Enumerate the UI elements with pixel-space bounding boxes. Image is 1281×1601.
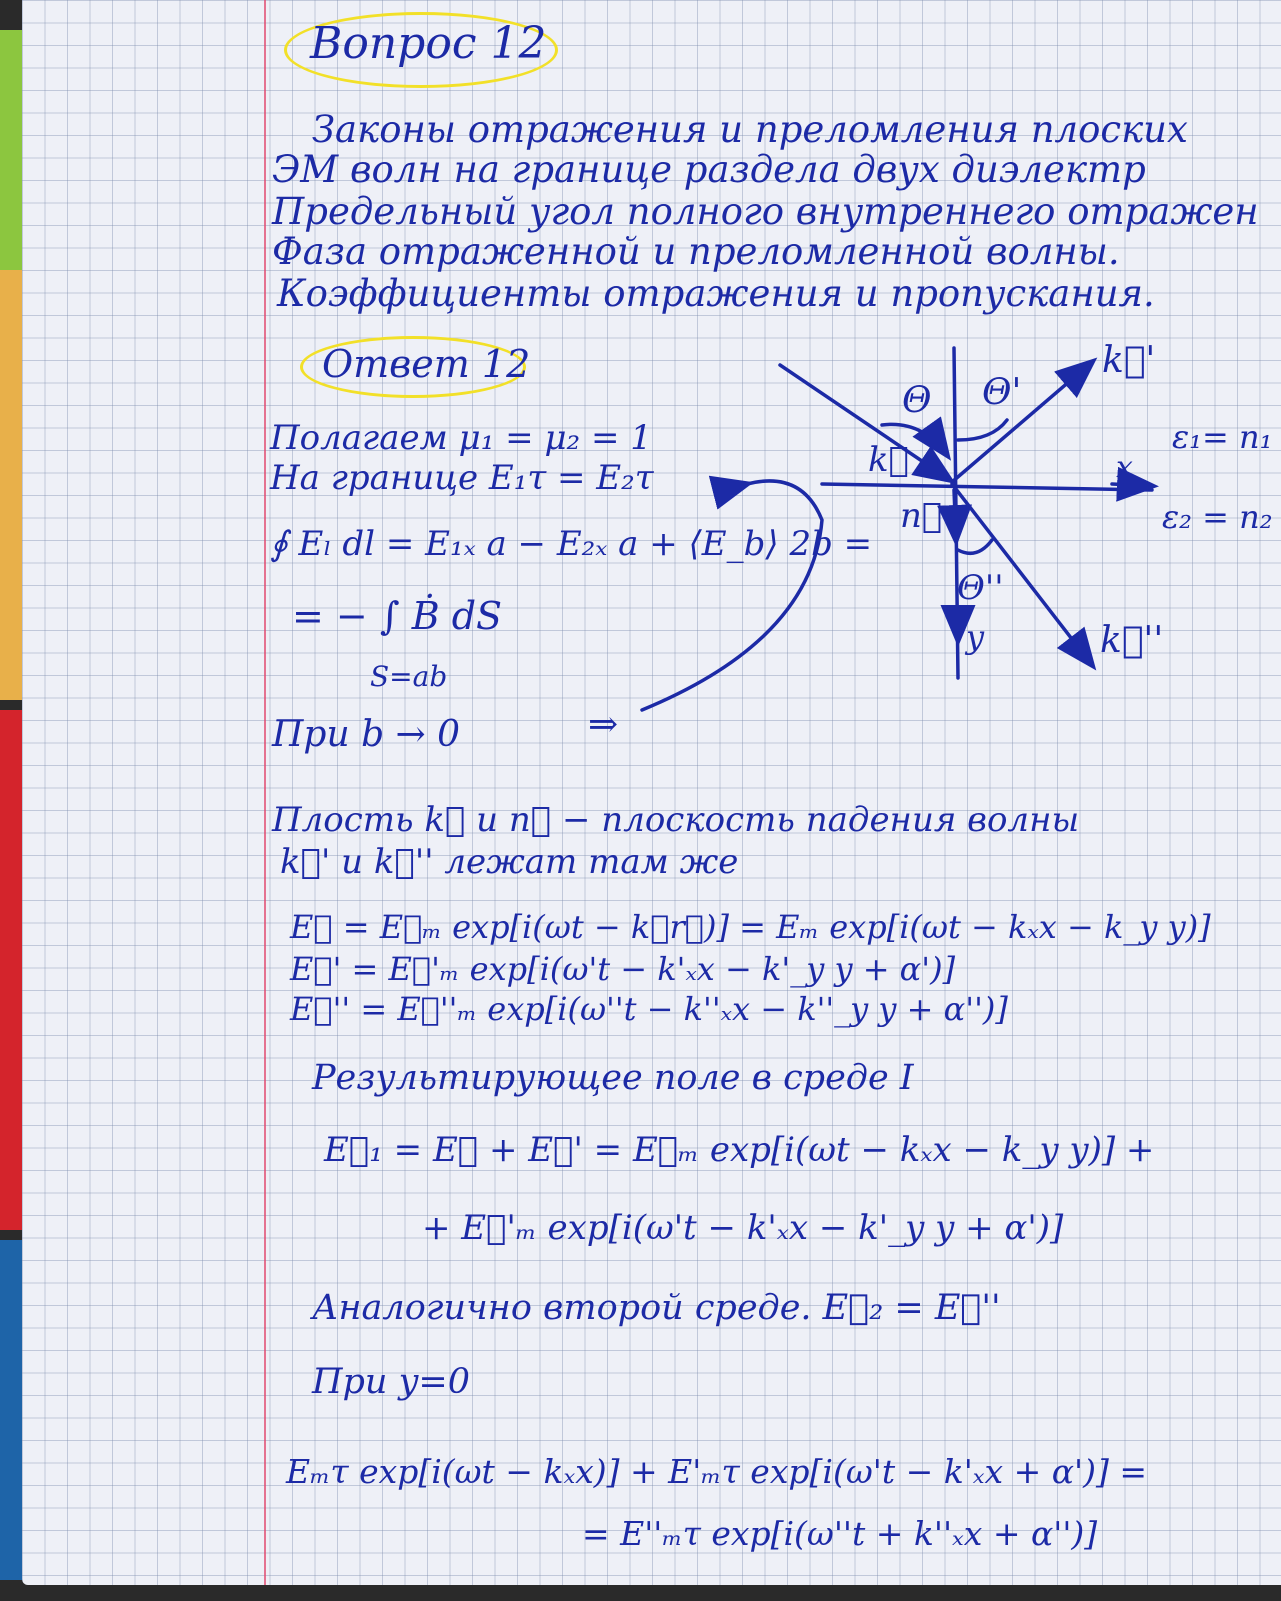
- body-line-2: На границе E₁τ = E₂τ: [270, 458, 654, 498]
- question-title: Вопрос 12: [310, 18, 547, 69]
- resulting-eq-2: + E⃗'ₘ exp[i(ω't − k'ₓx − k'_y y + α')]: [422, 1208, 1064, 1248]
- plane-line-1: Плость k⃗ и n⃗ − плоскость падения волны: [272, 800, 1080, 840]
- theta-refracted-label: Θ'': [957, 568, 1004, 608]
- resulting-title: Результирующее поле в среде I: [312, 1058, 914, 1098]
- tab-green: [0, 30, 22, 270]
- field-eq-1: E⃗ = E⃗ₘ exp[i(ωt − k⃗r⃗)] = Eₘ exp[i(ωt − kₓx − k_y y)]: [290, 908, 1211, 946]
- boundary-eq-2: = E''ₘτ exp[i(ω''t + k''ₓx + α'')]: [582, 1514, 1098, 1553]
- body-line-1: Полагаем μ₁ = μ₂ = 1: [270, 418, 652, 458]
- n-vector-label: n⃗: [900, 496, 943, 536]
- k-refracted-label: k⃗'': [1100, 620, 1164, 661]
- implies-arrow: ⇒: [588, 704, 619, 745]
- answer-title: Ответ 12: [322, 342, 531, 386]
- resulting-eq-1: E⃗₁ = E⃗ + E⃗' = E⃗ₘ exp[i(ωt − kₓx − k_y y)] +: [324, 1130, 1155, 1170]
- refraction-diagram: [22, 0, 1281, 1585]
- k-reflected-label: k⃗': [1102, 340, 1156, 381]
- theta-prime-arc: [958, 420, 1007, 440]
- at-y0-line: При y=0: [312, 1362, 470, 1402]
- x-axis-label: x: [1116, 450, 1133, 485]
- eps1-label: ε₁= n₁: [1172, 418, 1273, 456]
- boundary-swoop-arrow: [642, 481, 822, 710]
- second-medium-line: Аналогично второй среде. E⃗₂ = E⃗'': [312, 1288, 1001, 1328]
- notebook-page: [22, 0, 1281, 1585]
- eps2-label: ε₂ = n₂: [1162, 498, 1273, 536]
- tab-blue: [0, 1240, 22, 1580]
- theta-label: Θ: [902, 380, 932, 421]
- tab-orange: [0, 270, 22, 700]
- tab-red: [0, 710, 22, 1230]
- theta-double-prime-arc: [958, 540, 992, 553]
- theta-reflected-label: Θ': [982, 372, 1022, 413]
- body-line-3: ∮ Eₗ dl = E₁ₓ a − E₂ₓ a + ⟨E_b⟩ 2b =: [270, 524, 873, 564]
- field-eq-2: E⃗' = E⃗'ₘ exp[i(ω't − k'ₓx − k'_y y + α')]: [290, 950, 956, 988]
- topic-line-2: ЭМ волн на границе раздела двух диэлектр: [272, 148, 1146, 191]
- reflected-ray: [952, 362, 1092, 482]
- interface-line: [822, 484, 1152, 490]
- field-eq-3: E⃗'' = E⃗''ₘ exp[i(ω''t − k''ₓx − k''_y y + α'')]: [290, 990, 1008, 1028]
- topic-line-1: Законы отражения и преломления плоских: [312, 108, 1188, 151]
- plane-line-2: k⃗' и k⃗'' лежат там же: [280, 842, 739, 882]
- topic-line-5: Коэффициенты отражения и пропускания.: [277, 272, 1155, 315]
- boundary-eq-1: Eₘτ exp[i(ωt − kₓx)] + E'ₘτ exp[i(ω't − k'ₓx + α')] =: [286, 1452, 1147, 1491]
- body-line-6: При b → 0: [272, 714, 461, 755]
- notebook-tabs: [0, 20, 22, 1580]
- body-line-4: = − ∫ Ḃ dS: [292, 594, 503, 638]
- body-line-5: S=ab: [370, 660, 448, 693]
- topic-line-3: Предельный угол полного внутреннего отражен: [272, 190, 1259, 233]
- y-axis-label: y: [966, 618, 985, 656]
- k-label: k⃗: [868, 440, 910, 480]
- topic-line-4: Фаза отраженной и преломленной волны.: [272, 230, 1120, 273]
- normal-vector: [954, 490, 956, 540]
